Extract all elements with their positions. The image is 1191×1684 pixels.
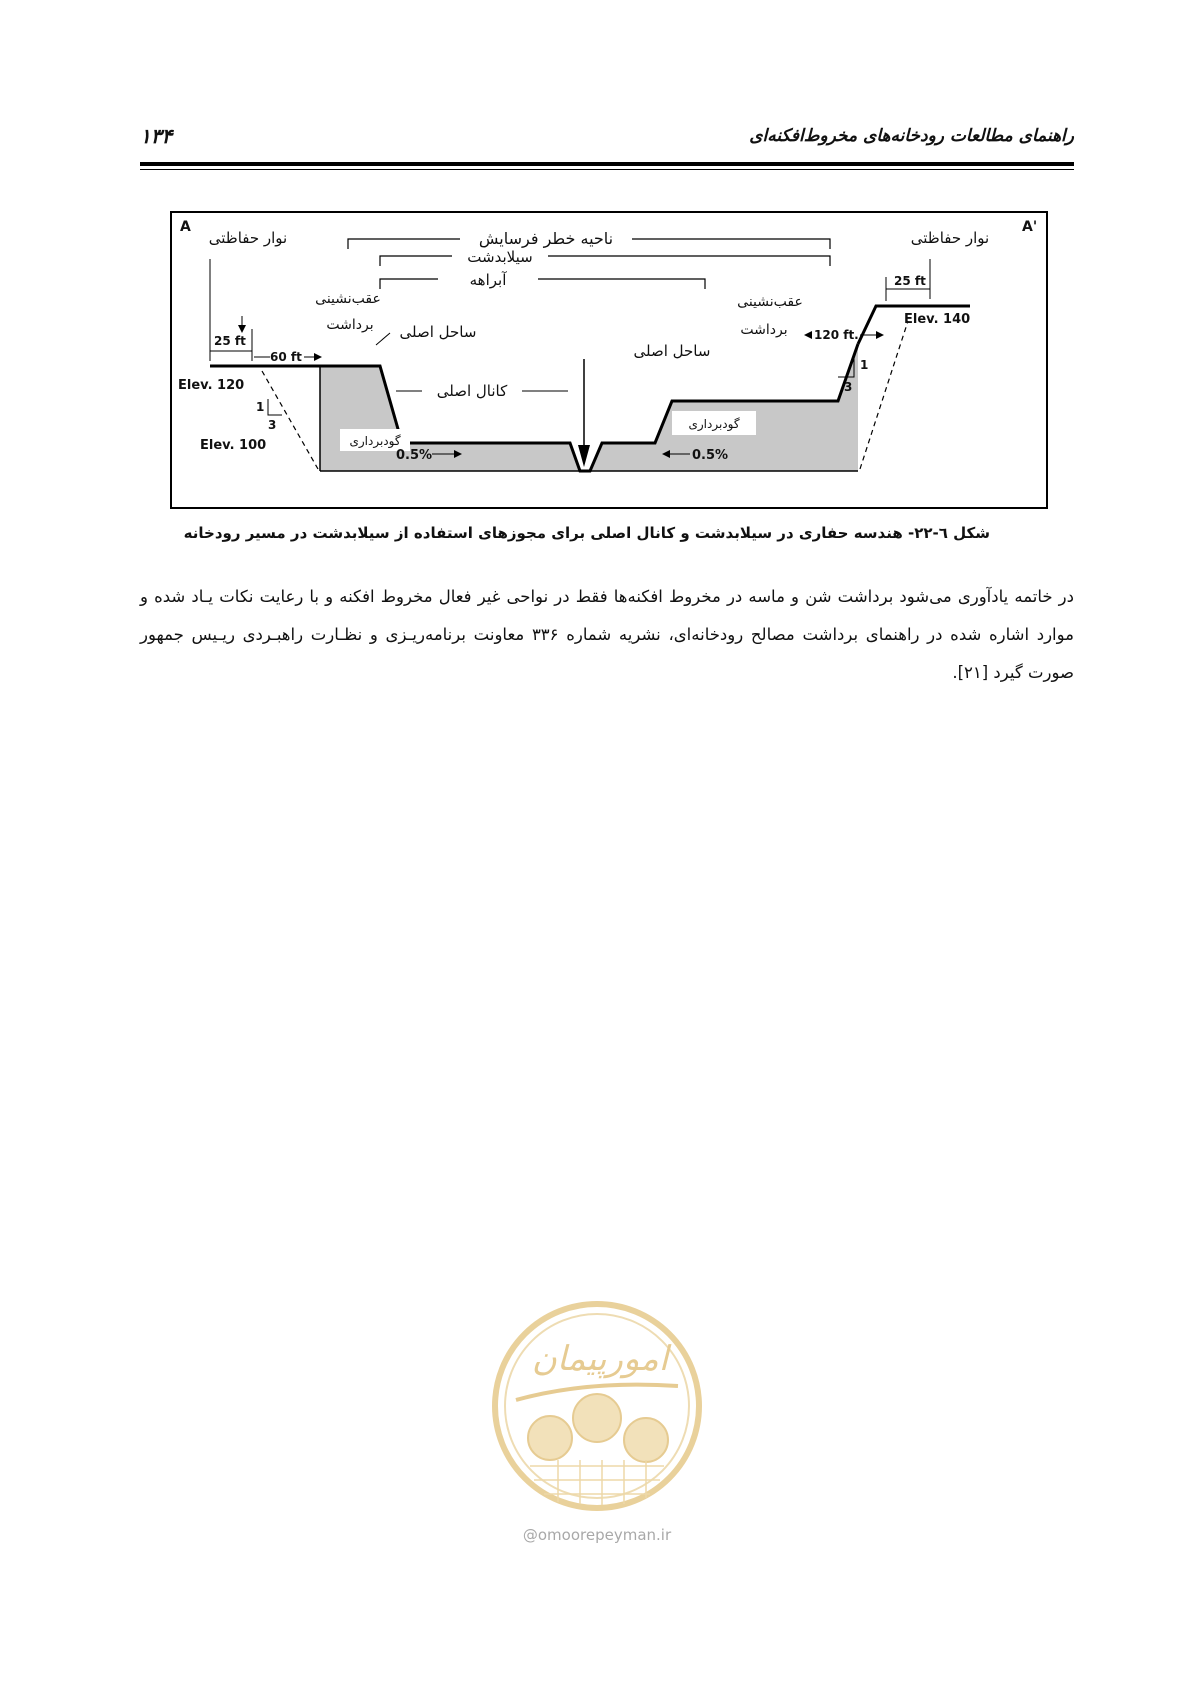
slope-left-run: 3 — [268, 418, 277, 432]
setback-right-line2: برداشت — [740, 322, 788, 338]
main-channel-label: کانال اصلی — [436, 382, 508, 400]
bank-left-label: ساحل اصلی — [399, 323, 477, 341]
page-header — [140, 126, 1074, 160]
erosion-zone-label: ناحیه خطر فرسایش — [478, 229, 614, 248]
watermark-logo-icon — [488, 1290, 706, 1522]
dim-25ft-right: 25 ft — [894, 274, 926, 288]
bank-right-label: ساحل اصلی — [633, 342, 711, 360]
braided-label: آبراهه — [469, 271, 507, 289]
setback-right-line1: عقب‌نشینی — [737, 294, 803, 310]
excavation-label-right: گودبرداری — [688, 417, 740, 431]
figure-caption: شکل ٦-۲۲- هندسه حفاری در سیلابدشت و کانال اصلی برای مجوزهای استفاده از سیلابدشت در مسیر رودخانه — [183, 524, 990, 542]
body-paragraph: در خاتمه یادآوری می‌شود برداشت شن و ماسه در مخروط افکنه‌ها فقط در نواحی غیر فعال مخروط افکنه و با رعایت نکات یـاد شده و موارد اشاره شده در راهنمای برداشت مصالح رودخانه‌ای، نشریه شماره ۳۳۶ معاونت برنامه‌ریـزی و نظـارت راهبـردی ریـیس جمهور صورت گیرد [۲۱]. — [140, 587, 1074, 682]
running-title: راهنمای مطالعات رودخانه‌های مخروط‌افکنه‌ای — [749, 126, 1074, 146]
excavation-geometry-figure — [170, 211, 1048, 509]
grade-left: 0.5% — [396, 448, 433, 463]
watermark-url: @omoorepeyman.ir — [522, 1526, 672, 1544]
corner-a-right: A' — [1022, 219, 1038, 235]
grade-right: 0.5% — [692, 448, 729, 463]
buffer-label-right: نوار حفاظتی — [910, 229, 990, 247]
buffer-label-left: نوار حفاظتی — [208, 229, 288, 247]
dim-60ft: 60 ft — [270, 350, 302, 364]
excavation-label-left: گودبرداری — [349, 434, 401, 448]
header-rule-thick — [140, 162, 1074, 166]
elev-140: Elev. 140 — [904, 312, 971, 327]
elev-120: Elev. 120 — [178, 378, 245, 393]
slope-left-rise: 1 — [256, 400, 265, 414]
dim-25ft-left: 25 ft — [214, 334, 246, 348]
slope-right-run: 3 — [844, 380, 853, 394]
slope-right-rise: 1 — [860, 358, 869, 372]
elev-100: Elev. 100 — [200, 438, 267, 453]
setback-left-line2: برداشت — [326, 317, 374, 333]
page-number: ۱۳۴ — [140, 124, 173, 148]
corner-a-left: A — [180, 219, 191, 235]
setback-left-line1: عقب‌نشینی — [315, 291, 381, 307]
figure-diagram — [170, 211, 1048, 509]
floodplain-label: سیلابدشت — [467, 248, 533, 266]
header-rule-thin — [140, 169, 1074, 170]
dim-120ft: 120 ft. — [814, 328, 859, 342]
watermark — [488, 1290, 706, 1548]
watermark-logo-text: امورپیمان — [531, 1339, 669, 1379]
